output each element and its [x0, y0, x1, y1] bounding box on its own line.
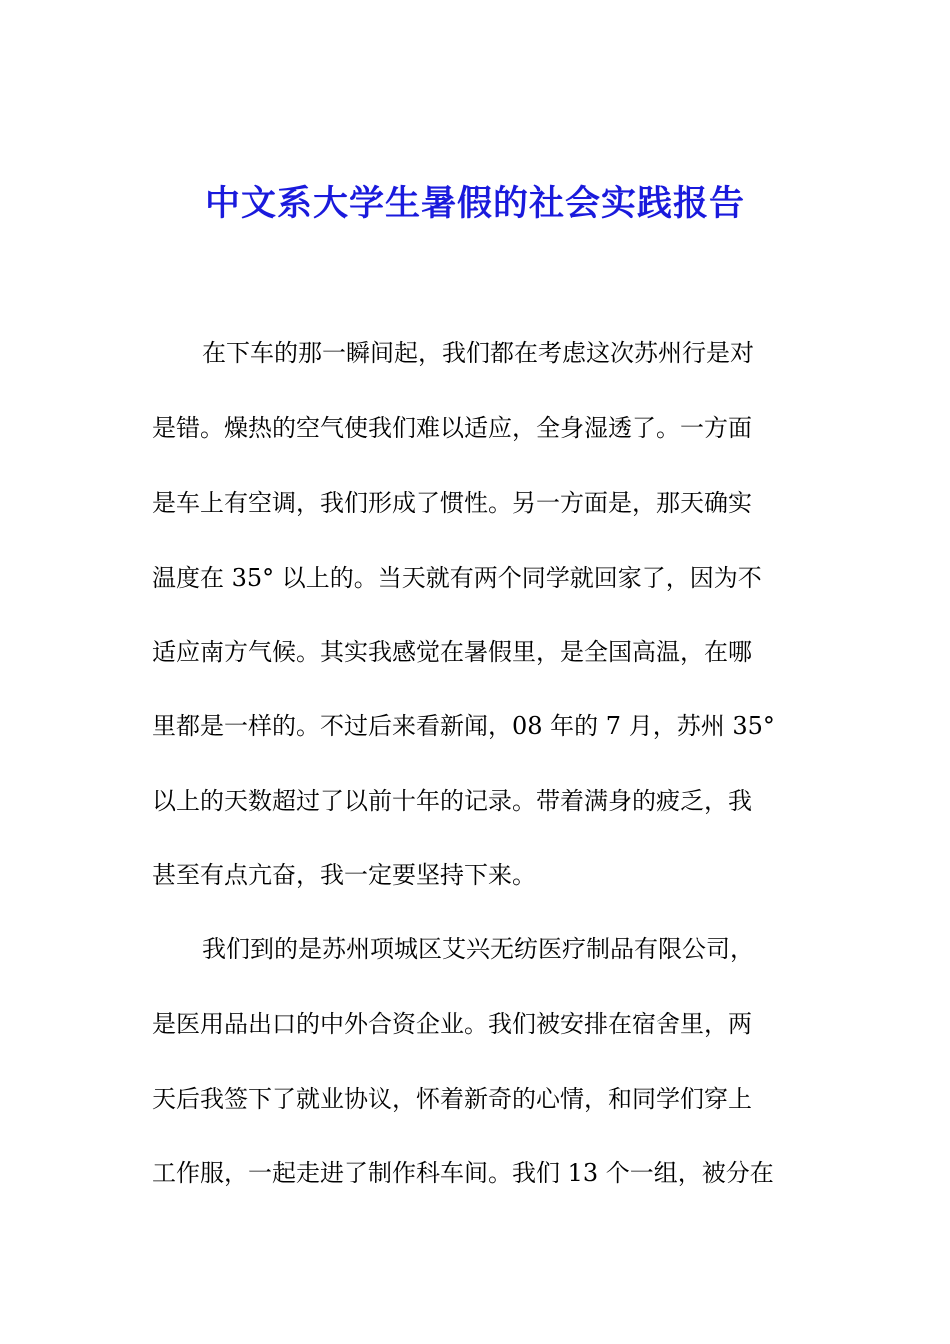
paragraph-2-line-2: 是医用品出口的中外合资企业。我们被安排在宿舍里，两 [152, 1010, 752, 1038]
paragraph-1-line-2: 是错。燥热的空气使我们难以适应，全身湿透了。一方面 [152, 414, 752, 442]
paragraph-2-line-1: 我们到的是苏州项城区艾兴无纺医疗制品有限公司， [202, 935, 754, 963]
paragraph-1-line-1: 在下车的那一瞬间起，我们都在考虑这次苏州行是对 [202, 339, 754, 367]
paragraph-1-line-7: 以上的天数超过了以前十年的记录。带着满身的疲乏，我 [152, 787, 752, 815]
paragraph-1-line-8: 甚至有点亢奋，我一定要坚持下来。 [152, 861, 536, 889]
paragraph-1-line-4: 温度在 35° 以上的。当天就有两个同学就回家了，因为不 [152, 564, 762, 592]
paragraph-1-line-5: 适应南方气候。其实我感觉在暑假里，是全国高温，在哪 [152, 638, 752, 666]
paragraph-1-line-3: 是车上有空调，我们形成了惯性。另一方面是，那天确实 [152, 489, 752, 517]
paragraph-1-line-6: 里都是一样的。不过后来看新闻，08 年的 7 月，苏州 35° [152, 712, 775, 740]
paragraph-2-line-3: 天后我签下了就业协议，怀着新奇的心情，和同学们穿上 [152, 1085, 752, 1113]
paragraph-2-line-4: 工作服，一起走进了制作科车间。我们 13 个一组，被分在 [152, 1159, 774, 1187]
document-title: 中文系大学生暑假的社会实践报告 [204, 183, 745, 224]
